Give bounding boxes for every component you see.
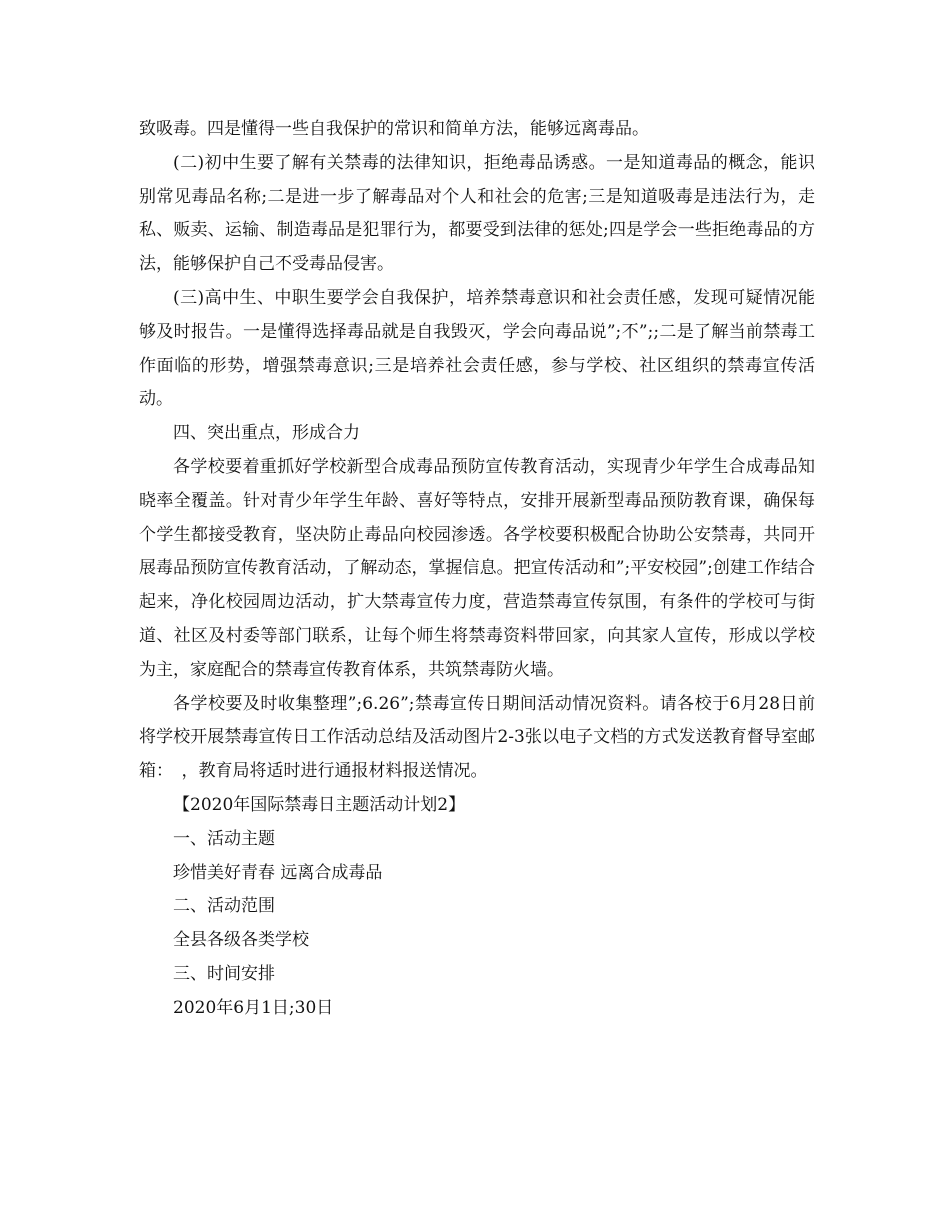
document-body bbox=[139, 113, 815, 1026]
schedule-text: 2020年6月1日;30日 bbox=[173, 997, 334, 1018]
section-heading-4: 四、突出重点，形成合力 bbox=[173, 423, 360, 444]
paragraph-continuation: 致吸毒。四是懂得一些自我保护的常识和简单方法，能够远离毒品。 bbox=[139, 119, 649, 139]
plan-2-title: 【2020年国际禁毒日主题活动计划2】 bbox=[173, 794, 466, 815]
section-heading-scope: 二、活动范围 bbox=[173, 896, 275, 917]
paragraph-senior-high: (三)高中生、中职生要学会自我保护，培养禁毒意识和社会责任感，发现可疑情况能够及时报告。一是懂得选择毒品就是自我毁灭，学会向毒品说”;不”;;二是了解当前禁毒工作面临的形势，增强禁毒意识;三是培养社会责任感，参与学校、社区组织的禁毒宣传活动。 bbox=[139, 287, 815, 410]
section-heading-schedule: 三、时间安排 bbox=[173, 963, 275, 984]
scope-text: 全县各级各类学校 bbox=[173, 930, 309, 951]
paragraph-schools-focus: 各学校要着重抓好学校新型合成毒品预防宣传教育活动，实现青少年学生合成毒品知晓率全覆盖。针对青少年学生年龄、喜好等特点，安排开展新型毒品预防教育课，确保每个学生都接受教育，坚决防止毒品向校园渗透。各学校要积极配合协助公安禁毒，共同开展毒品预防宣传教育活动，了解动态，掌握信息。把宣传活动和”;平安校园”;创建工作结合起来，净化校园周边活动，扩大禁毒宣传力度，营造禁毒宣传氛围，有条件的学校可与街道、社区及村委等部门联系，让每个师生将禁毒资料带回家，向其家人宣传，形成以学校为主，家庭配合的禁毒宣传教育体系，共筑禁毒防火墙。 bbox=[139, 456, 815, 680]
paragraph-materials-collection: 各学校要及时收集整理”;6.26”;禁毒宣传日期间活动情况资料。请各校于6月28日前将学校开展禁毒宣传日工作活动总结及活动图片2-3张以电子文档的方式发送教育督导室邮箱： ，教育局将适时进行通报材料报送情况。 bbox=[139, 693, 815, 782]
theme-text: 珍惜美好青春 远离合成毒品 bbox=[173, 862, 383, 883]
section-heading-theme: 一、活动主题 bbox=[173, 828, 275, 849]
paragraph-junior-high: (二)初中生要了解有关禁毒的法律知识，拒绝毒品诱惑。一是知道毒品的概念，能识别常见毒品名称;二是进一步了解毒品对个人和社会的危害;三是知道吸毒是违法行为，走私、贩卖、运输、制造毒品是犯罪行为，都要受到法律的惩处;四是学会一些拒绝毒品的方法，能够保护自己不受毒品侵害。 bbox=[139, 152, 815, 275]
